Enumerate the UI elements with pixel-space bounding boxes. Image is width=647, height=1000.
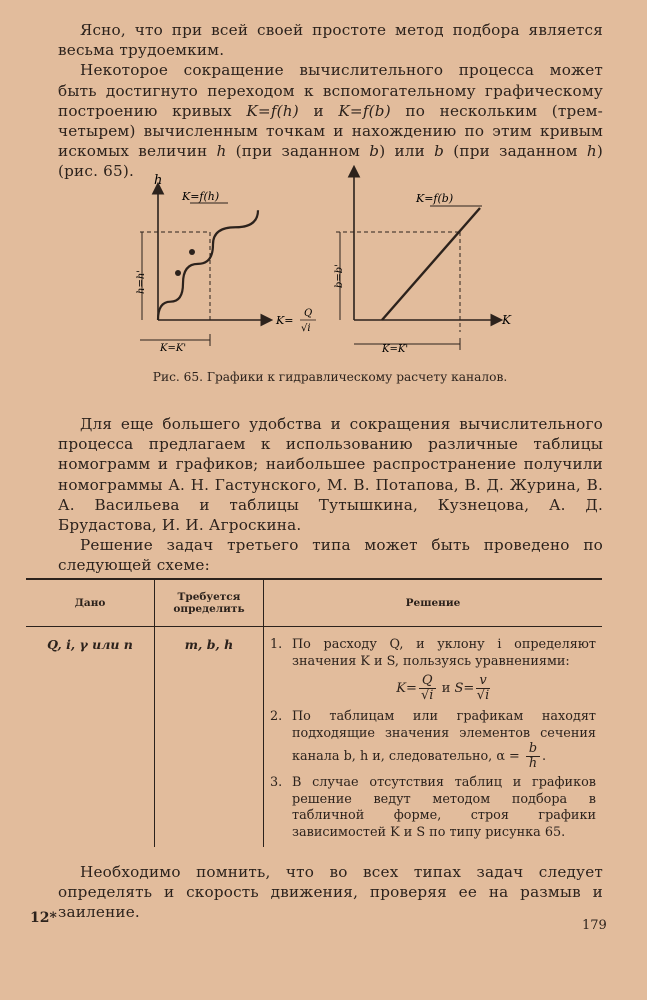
- var-h-2: h: [586, 142, 597, 161]
- paragraph-4: Решение задач третьего типа может быть проведено по следующей схеме:: [58, 536, 603, 575]
- k-dimension-label: K=K': [160, 343, 187, 354]
- figure-right-graph: [320, 160, 520, 360]
- p2-text-f: (при заданном: [444, 142, 587, 161]
- page-number: 179: [582, 918, 607, 933]
- p2-text-e: ) или: [379, 142, 435, 161]
- cell-given: Q, i, γ или n: [26, 627, 155, 848]
- frac-v-sqrt-i: [476, 674, 489, 703]
- step-3-text: В случае отсутствия таблиц и графиков решение ведут методом подбора в табличной форме, строя графики зависимостей K и S по типу рисунка 65.: [292, 775, 596, 840]
- paragraph-top: [58, 20, 603, 182]
- y-axis-label: h: [154, 173, 163, 188]
- step-3-num: 3.: [270, 775, 283, 790]
- frac-den: √i: [421, 688, 434, 703]
- frac-num: b: [526, 742, 540, 757]
- x-axis-label-den: √i: [301, 323, 311, 334]
- frac-num: v: [476, 674, 489, 689]
- step-1: [270, 637, 596, 703]
- formula-k-lhs: K=: [396, 681, 417, 696]
- paragraph-3: Для еще большего удобства и сокращения вычислительного процесса предлагаем к использованию различные таблицы номограмм и графиков; наибольшее распространение получили номограммы А. Н. Гастунского, М. В. Потапова, В. Д. Журина, В. А. Васильева и таблицы Тутышкина, Кузнецова, А. Д. Брудастова, И. И. Агроскина.: [58, 415, 603, 535]
- header-given: Дано: [26, 579, 155, 627]
- p2-text-b: и: [298, 101, 339, 120]
- step-2-num: 2.: [270, 709, 283, 724]
- var-b: b: [369, 142, 380, 161]
- paragraph-bottom: [58, 862, 603, 923]
- step-2-end: .: [542, 749, 547, 764]
- var-h: h: [216, 142, 227, 161]
- formula-s-lhs: S=: [454, 681, 475, 696]
- p2-text-g: ) (рис. 65).: [58, 142, 604, 181]
- cell-find: m, b, h: [155, 627, 264, 848]
- p2-text-d: (при заданном: [226, 142, 370, 161]
- p2-text-a: Некоторое сокращение вычислительного процесса может быть достигнуто переходом к вспомогательному графическому построению кривых: [58, 61, 603, 120]
- frac-num: Q: [419, 674, 436, 689]
- curve-k-f-b: [382, 208, 480, 320]
- curve-k-f-h: [158, 210, 258, 320]
- signature-mark: 12*: [30, 910, 57, 926]
- x-axis-label-prefix: K=: [276, 314, 294, 327]
- step-1-num: 1.: [270, 637, 283, 652]
- h-dimension-label: h=h': [136, 269, 147, 294]
- frac-q-sqrt-i: [419, 674, 436, 703]
- solution-scheme-table: [26, 578, 602, 847]
- curve-label-right: K=f(b): [416, 192, 454, 205]
- figure-caption: Рис. 65. Графики к гидравлическому расчету каналов.: [152, 370, 508, 384]
- k-dimension-label: K=K': [382, 344, 409, 355]
- x-axis-label-num: Q: [304, 308, 313, 319]
- p2-text-c: по нескольким (трем-четырем) вычисленным точкам и нахождению по этим кривым искомых величин: [58, 101, 603, 161]
- frac-den: h: [528, 756, 538, 771]
- header-solution: Решение: [264, 579, 603, 627]
- paragraph-middle: [58, 414, 603, 576]
- x-axis-label: K: [502, 313, 511, 327]
- step-2: [270, 709, 596, 771]
- formula-k-f-b: K=f(b): [338, 101, 391, 120]
- step-1-text: По расходу Q, и уклону i определяют значения K и S, пользуясь уравнениями:: [292, 637, 596, 669]
- b-dimension-label: b=b': [334, 264, 345, 288]
- paragraph-1: Ясно, что при всей своей простоте метод подбора является весьма трудоемким.: [58, 21, 603, 60]
- step-2-text: По таблицам или графикам находят подходящие значения элементов сечения канала b, h и, следовательно, α =: [292, 709, 596, 764]
- var-b-2: b: [434, 142, 445, 161]
- step-3: [270, 775, 596, 841]
- curve-label-left: K=f(h): [182, 190, 220, 203]
- formula-k-s: [292, 674, 596, 703]
- formula-k-f-h: K=f(h): [246, 101, 299, 120]
- point-2: [189, 249, 195, 255]
- formula-and: и: [437, 681, 455, 696]
- point-1: [175, 270, 181, 276]
- figure-left-graph: [120, 170, 320, 360]
- frac-b-h: [526, 742, 540, 771]
- frac-den: √i: [476, 688, 490, 703]
- header-find: Требуется определить: [155, 579, 264, 627]
- cell-solution: [264, 627, 603, 848]
- paragraph-5: Необходимо помнить, что во всех типах задач следует определять и скорость движения, проверяя ее на размыв и заиление.: [58, 863, 603, 922]
